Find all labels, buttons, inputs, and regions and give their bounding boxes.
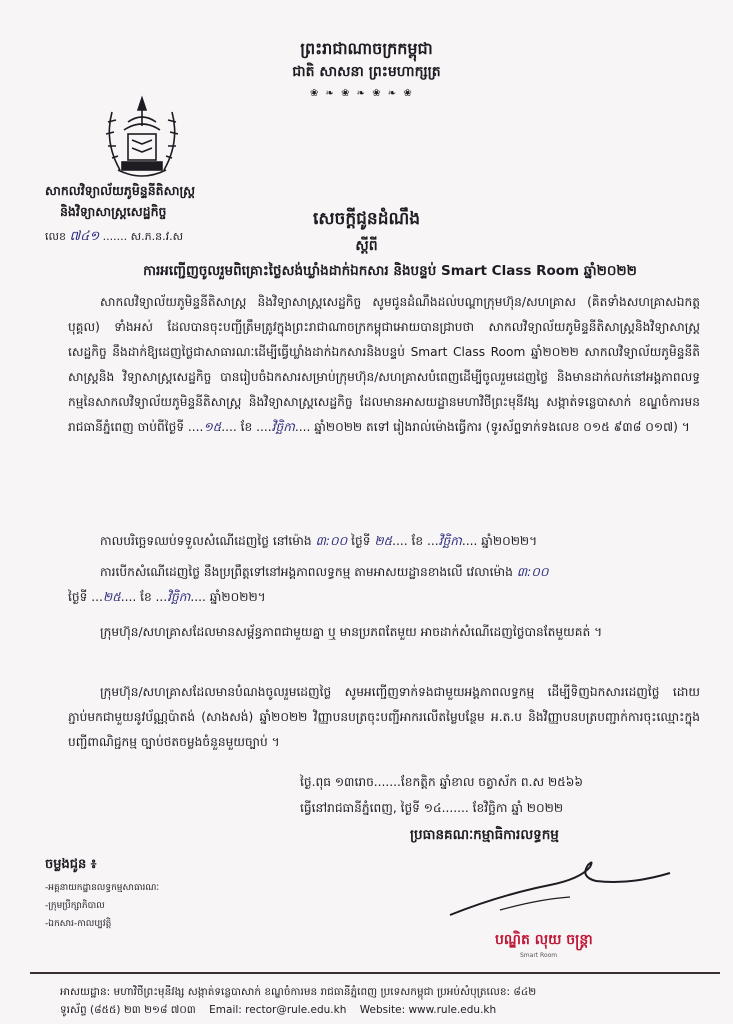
cc-item: -អគ្គនាយកដ្ឋានលទ្ធកម្មសាធារណៈ — [45, 883, 160, 893]
deadline-text: កាលបរិច្ឆេទឈប់ទទួលសំណើដេញថ្លៃ នៅម៉ោង — [100, 534, 312, 548]
kingdom-header: ព្រះរាជាណាចក្រកម្ពុជា — [300, 39, 433, 58]
deadline-month-label: ខែ — [411, 534, 424, 548]
paragraph-1-tail: តទៅ រៀងរាល់ម៉ោងធ្វើការ (ទូរស័ព្ទទាក់ទងលេខ ០១៥ ៩៣៨ ០១៧) ។ — [366, 420, 690, 434]
start-year: ឆ្នាំ២០២២ — [314, 420, 363, 434]
footer-website[interactable]: Website: www.rule.edu.kh — [359, 1004, 497, 1016]
institution-name-sub: និងវិទ្យាសាស្ត្រសេដ្ឋកិច្ច — [60, 204, 167, 219]
paragraph-3: ការបើកសំណើដេញថ្លៃ នឹងប្រព្រឹត្តទៅនៅអង្គភាពលទ្ធកម្ម តាមអាសយដ្ឋានខាងលើ វេលាម៉ោង ៣:០០ ថ្ងៃទី ...២៥.... ខែ ...វិច្ឆិកា.... ឆ្នាំ២០២២។ — [68, 565, 549, 604]
opening-year: ឆ្នាំ២០២២។ — [209, 590, 266, 604]
opening-month-label: ខែ — [140, 590, 152, 604]
ornament-divider: ❀ ❧ ❀ ❧ ❀ ❧ ❀ — [310, 88, 414, 99]
lunar-date: ថ្ងៃ.ពុធ ១៣រោច.......ខែកត្តិក ឆ្នាំខាល ចត្វាស័ក ព.ស ២៥៦៦ — [300, 775, 584, 789]
month-label: ខែ — [240, 420, 253, 434]
opening-text: ការបើកសំណើដេញថ្លៃ នឹងប្រព្រឹត្តទៅនៅអង្គភាពលទ្ធកម្ម តាមអាសយដ្ឋានខាងលើ វេលាម៉ោង — [100, 565, 513, 579]
footer-email[interactable]: Email: rector@rule.edu.kh — [209, 1004, 347, 1016]
deadline-month: វិច្ឆិកា — [438, 534, 462, 548]
deadline-time: ៣:០០ — [315, 534, 348, 548]
paragraph-2: កាលបរិច្ឆេទឈប់ទទួលសំណើដេញថ្លៃ នៅម៉ោង ៣:០០ ថ្ងៃទី ២៥.... ខែ ...វិច្ឆិកា.... ឆ្នាំ២០២២។ — [100, 534, 538, 548]
cc-item: -ឯកសារ-កាលប្បវត្តិ — [45, 919, 112, 929]
footer-note: Smart Room — [520, 952, 558, 959]
cc-item: -ក្រុមប្រឹក្សាភិបាល — [45, 901, 105, 911]
deadline-day-label: ថ្ងៃទី — [351, 534, 371, 548]
deadline-year: ឆ្នាំ២០២២។ — [481, 534, 538, 548]
announcement-title: សេចក្តីជូនដំណឹង — [312, 209, 421, 229]
opening-time: ៣:០០ — [516, 565, 549, 579]
signature-icon — [440, 855, 680, 925]
signatory-name: បណ្ឌិត លុយ ចន្ត្រា — [495, 932, 593, 948]
start-month: វិច្ឆិកា — [271, 420, 295, 434]
deadline-day: ២៥ — [374, 534, 393, 548]
ref-prefix: លេខ — [45, 230, 66, 243]
about-label: ស្តីពី — [355, 238, 378, 254]
national-motto: ជាតិ សាសនា ព្រះមហាក្សត្រ — [292, 64, 441, 80]
ref-number: ៧៤១ — [69, 229, 100, 244]
paragraph-5: ក្រុមហ៊ុន/សហគ្រាសដែលមានបំណងចូលរួមដេញថ្លៃ សូមអញ្ជើញទាក់ទងជាមួយអង្គភាពលទ្ធកម្ម ដើម្បីទិញឯកសារដេញថ្លៃ ដោយភ្ជាប់មកជាមួយនូវប័ណ្ណប៉ាតង់ (សាងសង់) ឆ្នាំ២០២២ វិញ្ញាបនបត្រចុះបញ្ជីអាករលើតម្លៃបន្ថែម អ.ត.ប និងវិញ្ញាបនបត្របញ្ជាក់ការចុះឈ្មោះក្នុងបញ្ជីពាណិជ្ជកម្ម ច្បាប់ថតចម្លងចំនួនមួយច្បាប់ ។ — [68, 685, 700, 749]
signatory-title: ប្រធានគណៈកម្មាធិការលទ្ធកម្ម — [410, 827, 559, 843]
solar-date: ធ្វើនៅរាជធានីភ្នំពេញ, ថ្ងៃទី ១៤....... ខែវិច្ឆិកា ឆ្នាំ ២០២២ — [300, 801, 564, 815]
university-emblem-icon — [98, 92, 186, 184]
paragraph-1: សាកលវិទ្យាល័យភូមិន្ទនីតិសាស្ត្រ និងវិទ្យាសាស្ត្រសេដ្ឋកិច្ច សូមជូនដំណឹងដល់បណ្តាក្រុមហ៊ុន/សហគ្រាស (គិតទាំងសហគ្រាសឯកត្តបុគ្គល) ទាំងអស់ ដែលបានចុះបញ្ជីត្រឹមត្រូវក្នុងព្រះរាជាណាចក្រកម្ពុជាអោយបានជ្រាបថា សាកលវិទ្យាល័យភូមិន្ទនីតិសាស្ត្រនិងវិទ្យាសាស្ត្រសេដ្ឋកិច្ច នឹងដាក់ឱ្យដេញថ្លៃជាសាធារណៈដើម្បីធ្វើឃ្លាំងដាក់ឯកសារនិងបន្ទប់ Smart Class Room ឆ្នាំ២០២២ សាកលវិទ្យាល័យភូមិន្ទនីតិសាស្ត្រនិង វិទ្យាសាស្ត្រសេដ្ឋកិច្ច បានរៀបចំឯកសារសម្រាប់ក្រុមហ៊ុន/សហគ្រាសបំពេញដើម្បីចូលរួមដេញថ្លៃ និងមានដាក់លក់នៅអង្គភាពលទ្ធកម្មនៃសាកលវិទ្យាល័យភូមិន្ទនីតិសាស្ត្រ និងវិទ្យាសាស្ត្រសេដ្ឋកិច្ច ដែលមានអាសយដ្ឋានមហាវិថីព្រះមុនីវង្ស សង្កាត់ទន្លេបាសាក់ ខណ្ឌចំការមន រាជធានីភ្នំពេញ ចាប់ពីថ្ងៃទី ....១៥.... ខែ ....វិច្ឆិកា.... ឆ្នាំ២០២២ តទៅ រៀងរាល់ម៉ោងធ្វើការ (ទូរស័ព្ទទាក់ទងលេខ ០១៥ ៩៣៨ ០១៧) ។ — [68, 295, 700, 434]
paragraph-1-text: សាកលវិទ្យាល័យភូមិន្ទនីតិសាស្ត្រ និងវិទ្យាសាស្ត្រសេដ្ឋកិច្ច សូមជូនដំណឹងដល់បណ្តាក្រុមហ៊ុន/សហគ្រាស (គិតទាំងសហគ្រាសឯកត្តបុគ្គល) ទាំងអស់ ដែលបានចុះបញ្ជីត្រឹមត្រូវក្នុងព្រះរាជាណាចក្រកម្ពុជាអោយបានជ្រាបថា សាកលវិទ្យាល័យភូមិន្ទនីតិសាស្ត្រនិងវិទ្យាសាស្ត្រសេដ្ឋកិច្ច នឹងដាក់ឱ្យដេញថ្លៃជាសាធារណៈដើម្បីធ្វើឃ្លាំងដាក់ឯកសារនិងបន្ទប់ Smart Class Room ឆ្នាំ២០២២ សាកលវិទ្យាល័យភូមិន្ទនីតិសាស្ត្រនិង វិទ្យាសាស្ត្រសេដ្ឋកិច្ច បានរៀបចំឯកសារសម្រាប់ក្រុមហ៊ុន/សហគ្រាសបំពេញដើម្បីចូលរួមដេញថ្លៃ និងមានដាក់លក់នៅអង្គភាពលទ្ធកម្មនៃសាកលវិទ្យាល័យភូមិន្ទនីតិសាស្ត្រ និងវិទ្យាសាស្ត្រសេដ្ឋកិច្ច ដែលមានអាសយដ្ឋានមហាវិថីព្រះមុនីវង្ស សង្កាត់ទន្លេបាសាក់ ខណ្ឌចំការមន រាជធានីភ្នំពេញ ចាប់ពីថ្ងៃទី — [68, 295, 700, 434]
reference-number: លេខ ៧៤១ ....... ស.ភ.ន.វ.ស — [45, 229, 184, 244]
paragraph-4: ក្រុមហ៊ុន/សហគ្រាសដែលមានសម្ព័ន្ធភាពជាមួយគ្នា ឬ មានប្រភពតែមួយ អាចដាក់សំណើដេញថ្លៃបានតែមួយគត់ ។ — [100, 625, 603, 639]
ref-suffix: ស.ភ.ន.វ.ស — [130, 230, 184, 243]
subject-line: ការអញ្ជើញចូលរួមពិគ្រោះថ្លៃសង់ឃ្លាំងដាក់ឯកសារ និងបន្ទប់ Smart Class Room ឆ្នាំ២០២២ — [143, 263, 637, 279]
footer-contacts — [60, 1004, 710, 1019]
footer-rule — [30, 972, 720, 974]
opening-month: វិច្ឆិកា — [167, 590, 191, 604]
footer-address: អាសយដ្ឋាន: មហាវិថីព្រះមុនីវង្ស សង្កាត់ទន្លេបាសាក់ ខណ្ឌចំការមន រាជធានីភ្នំពេញ ប្រទេសកម្ពុជា ប្រអប់សំបុត្រលេខ: ៨៤២ — [60, 986, 537, 998]
start-day: ១៥ — [203, 420, 222, 434]
opening-day-label: ថ្ងៃទី — [68, 590, 88, 604]
footer-phone: ទូរស័ព្ទ (៨៥៥) ២៣ ២១៨ ៧០៣ — [60, 1004, 196, 1016]
cc-title: ចម្លងជូន ៖ — [45, 857, 97, 872]
institution-name: សាកលវិទ្យាល័យភូមិន្ទនីតិសាស្ត្រ — [45, 183, 196, 198]
opening-day: ២៥ — [102, 590, 121, 604]
